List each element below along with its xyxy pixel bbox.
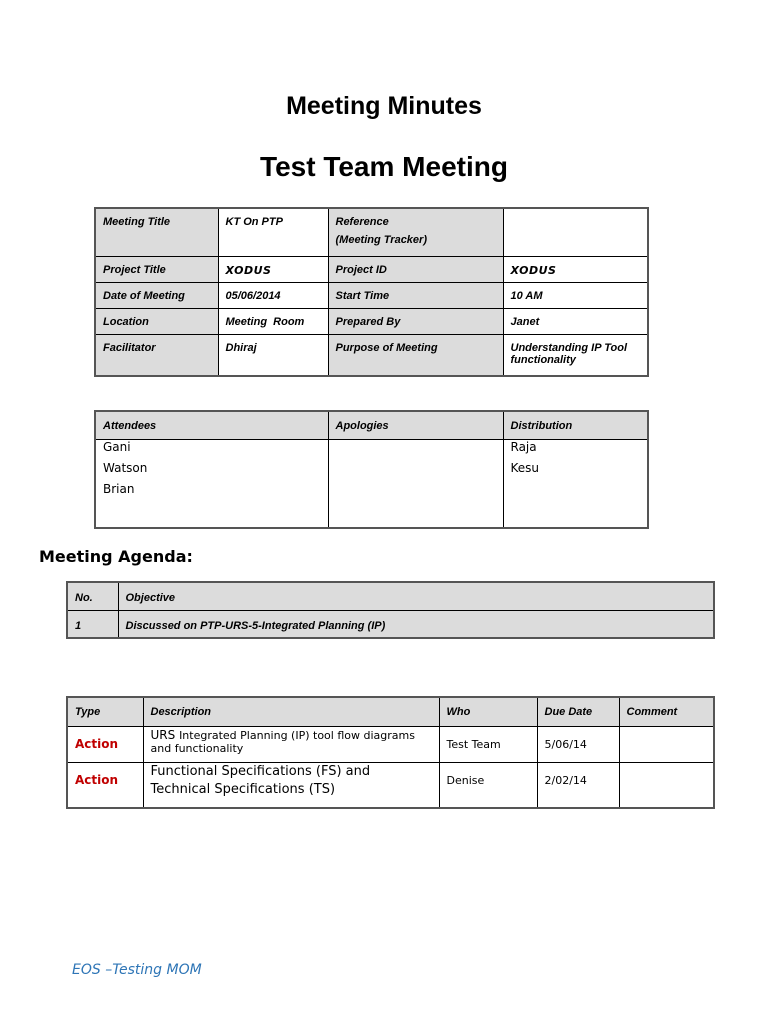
table-row — [95, 308, 648, 334]
list-item: Brian — [103, 481, 135, 496]
who-header: Who — [439, 697, 537, 726]
project-id-value: XODUS — [503, 256, 648, 282]
meeting-info-table — [94, 207, 649, 377]
date-value: 05/06/2014 — [218, 282, 328, 308]
action-items-table — [66, 696, 715, 809]
action-description: Functional Specifications (FS) and Technical Specifications (TS) — [143, 762, 439, 808]
table-row — [67, 610, 714, 638]
table-row — [67, 697, 714, 726]
attendance-table — [94, 410, 649, 529]
prepared-by-value: Janet — [503, 308, 648, 334]
distribution-label: Distribution — [503, 411, 648, 439]
reference-label: Reference — [335, 216, 389, 228]
start-time-label: Start Time — [328, 282, 503, 308]
list-item: Gani — [103, 439, 131, 454]
due-date-header: Due Date — [537, 697, 619, 726]
action-comment — [619, 726, 714, 762]
table-row — [95, 334, 648, 376]
meeting-title-value: KT On PTP — [218, 208, 328, 256]
table-row — [95, 439, 648, 528]
meeting-title-label: Meeting Title — [95, 208, 218, 256]
agenda-item-no: 1 — [67, 610, 118, 638]
reference-cell — [328, 208, 503, 256]
table-row — [95, 282, 648, 308]
facilitator-label: Facilitator — [95, 334, 218, 376]
reference-sub-label: (Meeting Tracker) — [335, 234, 427, 246]
project-id-label: Project ID — [328, 256, 503, 282]
action-owner: Denise — [439, 762, 537, 808]
action-comment — [619, 762, 714, 808]
action-description — [143, 726, 439, 762]
description-header: Description — [143, 697, 439, 726]
comment-header: Comment — [619, 697, 714, 726]
attendees-list — [95, 439, 328, 528]
list-item: Raja — [510, 439, 537, 454]
start-time-value: 10 AM — [503, 282, 648, 308]
agenda-item-objective: Discussed on PTP-URS-5-Integrated Planning (IP) — [118, 610, 714, 638]
agenda-table — [66, 581, 715, 639]
action-type: Action — [67, 726, 143, 762]
table-row — [67, 762, 714, 808]
footer-text: EOS –Testing MOM — [72, 962, 202, 978]
action-description-prefix: URS — [150, 727, 180, 742]
document-title: Meeting Minutes — [286, 92, 482, 120]
action-due-date: 2/02/14 — [537, 762, 619, 808]
purpose-value: Understanding IP Tool functionality — [503, 334, 648, 376]
list-item: Watson — [103, 460, 148, 475]
action-description-text: Integrated Planning (IP) tool flow diagrams and functionality — [150, 728, 415, 755]
location-value: Meeting Room — [218, 308, 328, 334]
reference-value — [503, 208, 648, 256]
purpose-label: Purpose of Meeting — [328, 334, 503, 376]
prepared-by-label: Prepared By — [328, 308, 503, 334]
agenda-no-header: No. — [67, 582, 118, 610]
table-row — [95, 411, 648, 439]
apologies-label: Apologies — [328, 411, 503, 439]
facilitator-value: Dhiraj — [218, 334, 328, 376]
project-title-value: XODUS — [218, 256, 328, 282]
type-header: Type — [67, 697, 143, 726]
table-row — [95, 256, 648, 282]
table-row — [95, 208, 648, 256]
project-title-label: Project Title — [95, 256, 218, 282]
action-owner: Test Team — [439, 726, 537, 762]
attendees-label: Attendees — [95, 411, 328, 439]
table-row — [67, 726, 714, 762]
meeting-name: Test Team Meeting — [260, 151, 508, 182]
date-label: Date of Meeting — [95, 282, 218, 308]
table-row — [67, 582, 714, 610]
action-due-date: 5/06/14 — [537, 726, 619, 762]
location-label: Location — [95, 308, 218, 334]
agenda-heading: Meeting Agenda: — [39, 547, 193, 566]
distribution-list — [503, 439, 648, 528]
action-type: Action — [67, 762, 143, 808]
agenda-objective-header: Objective — [118, 582, 714, 610]
list-item: Kesu — [510, 460, 540, 475]
apologies-list — [328, 439, 503, 528]
